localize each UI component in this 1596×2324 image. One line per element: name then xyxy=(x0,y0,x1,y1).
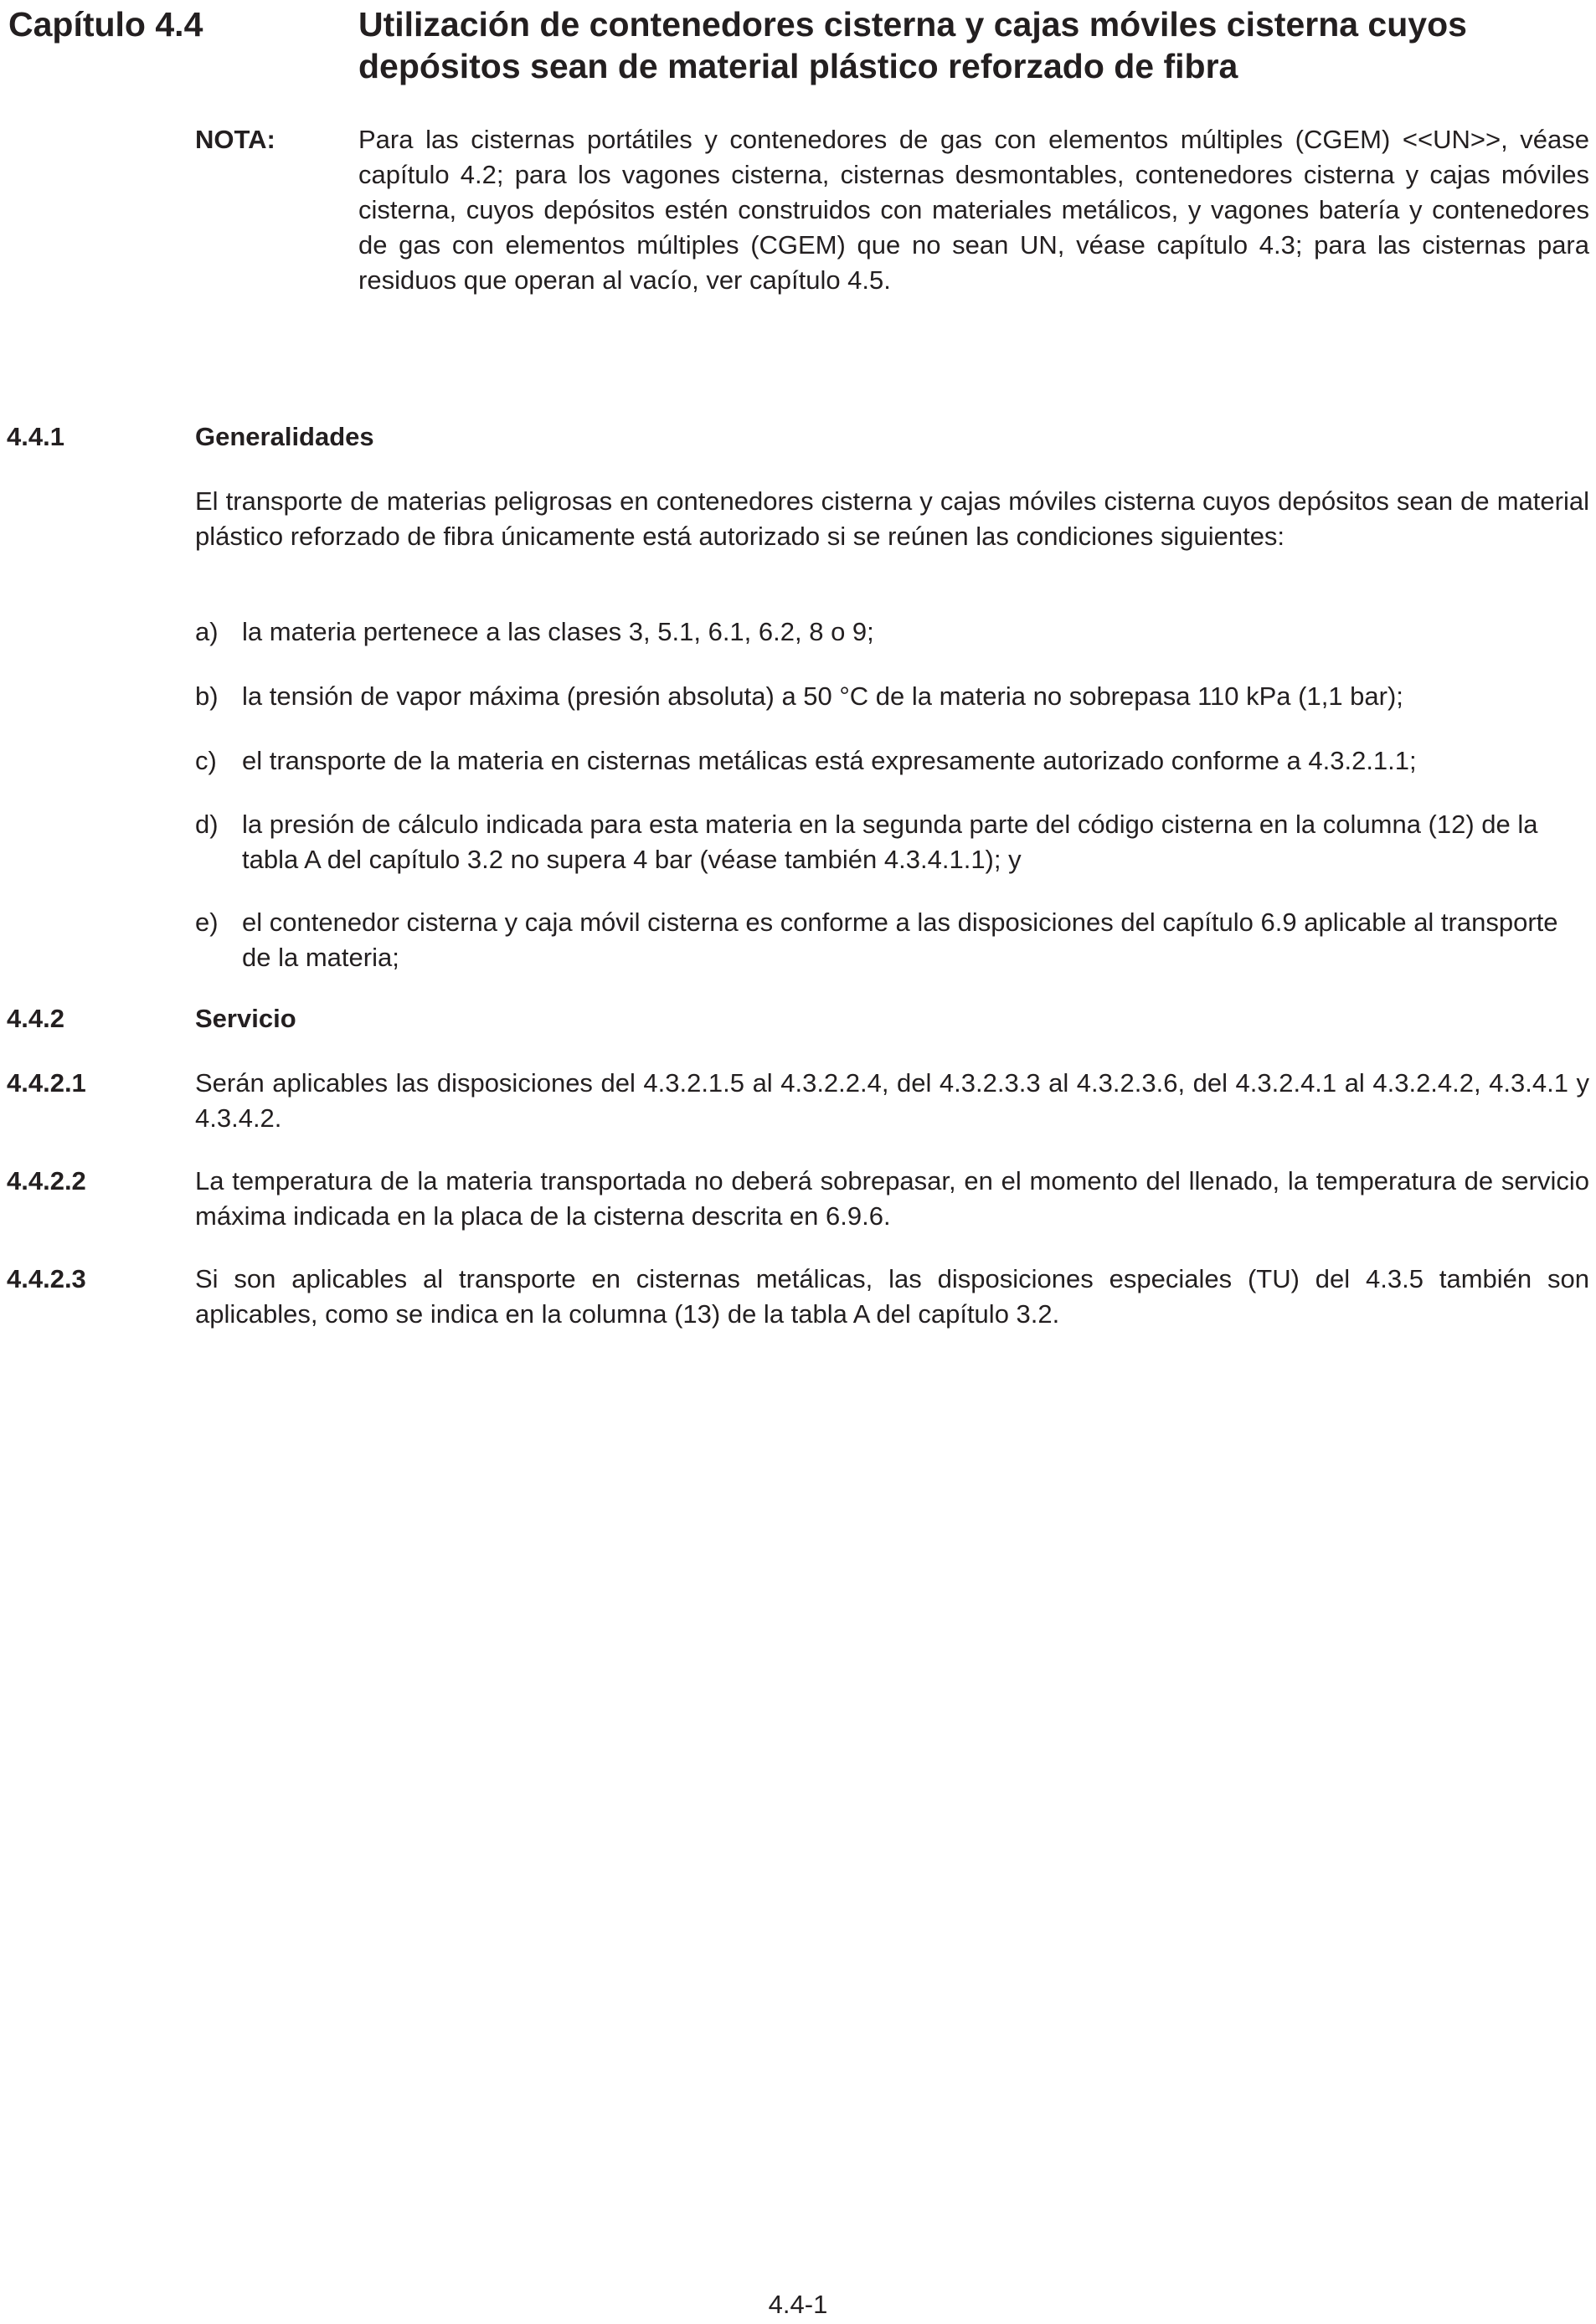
list-item-letter: a) xyxy=(195,617,219,646)
section-intro-paragraph: El transporte de materias peligrosas en contenedores cisterna y cajas móviles cisterna cuyos depósitos sean de material plástico reforzado de fibra únicamente está autorizado si se reúnen las condiciones siguientes: xyxy=(195,486,1589,551)
note-label: NOTA: xyxy=(195,125,275,154)
paragraph-4-4-2-1: Serán aplicables las disposiciones del 4.3.2.1.5 al 4.3.2.2.4, del 4.3.2.3.3 al 4.3.2.3.6, del 4.3.2.4.1 al 4.3.2.4.2, 4.3.4.1 y 4.3.4.2. xyxy=(195,1068,1589,1133)
list-item-text: la materia pertenece a las clases 3, 5.1, 6.1, 6.2, 8 o 9; xyxy=(242,617,874,646)
list-item-a xyxy=(195,614,1589,650)
paragraph-number-4-4-2-3: 4.4.2.3 xyxy=(7,1264,86,1293)
list-item-c xyxy=(195,743,1589,779)
list-item-text: el contenedor cisterna y caja móvil cisterna es conforme a las disposiciones del capítulo 6.9 aplicable al transporte de la materia; xyxy=(242,907,1558,972)
section-heading-generalidades: Generalidades xyxy=(195,422,374,451)
page-number: 4.4-1 xyxy=(768,2290,828,2319)
paragraph-number-4-4-2-1: 4.4.2.1 xyxy=(7,1068,86,1098)
section-heading-servicio: Servicio xyxy=(195,1004,296,1033)
paragraph-4-4-2-3: Si son aplicables al transporte en cisternas metálicas, las disposiciones especiales (TU) del 4.3.5 también son aplicables, como se indica en la columna (13) de la tabla A del capítulo 3.2. xyxy=(195,1264,1589,1329)
note-text: Para las cisternas portátiles y contenedores de gas con elementos múltiples (CGEM) <<UN>>, véase capítulo 4.2; para los vagones cisterna, cisternas desmontables, contenedores cisterna y cajas móviles cisterna, cuyos depósitos estén construidos con materiales metálicos, y vagones batería y contenedores de gas con elementos múltiples (CGEM) que no sean UN, véase capítulo 4.3; para las cisternas para residuos que operan al vacío, ver capítulo 4.5. xyxy=(358,125,1589,295)
section-number-4-4-2: 4.4.2 xyxy=(7,1004,64,1033)
section-number-4-4-1: 4.4.1 xyxy=(7,422,64,451)
list-item-text: la tensión de vapor máxima (presión absoluta) a 50 °C de la materia no sobrepasa 110 kPa (1,1 bar); xyxy=(242,681,1403,711)
chapter-title: Utilización de contenedores cisterna y cajas móviles cisterna cuyos depósitos sean de material plástico reforzado de fibra xyxy=(358,5,1467,85)
chapter-label: Capítulo 4.4 xyxy=(8,5,203,44)
list-item-letter: b) xyxy=(195,681,219,711)
paragraph-number-4-4-2-2: 4.4.2.2 xyxy=(7,1166,86,1195)
paragraph-4-4-2-2: La temperatura de la materia transportada no deberá sobrepasar, en el momento del llenado, la temperatura de servicio máxima indicada en la placa de la cisterna descrita en 6.9.6. xyxy=(195,1166,1589,1231)
list-item-b xyxy=(195,679,1589,714)
list-item-text: la presión de cálculo indicada para esta materia en la segunda parte del código cisterna en la columna (12) de la tabla A del capítulo 3.2 no supera 4 bar (véase también 4.3.4.1.1); y xyxy=(242,810,1538,874)
list-item-e xyxy=(195,905,1589,975)
list-item-letter: c) xyxy=(195,746,217,775)
list-item-letter: d) xyxy=(195,810,219,839)
list-item-text: el transporte de la materia en cisternas metálicas está expresamente autorizado conforme a 4.3.2.1.1; xyxy=(242,746,1417,775)
list-item-letter: e) xyxy=(195,907,219,937)
list-item-d xyxy=(195,807,1589,877)
